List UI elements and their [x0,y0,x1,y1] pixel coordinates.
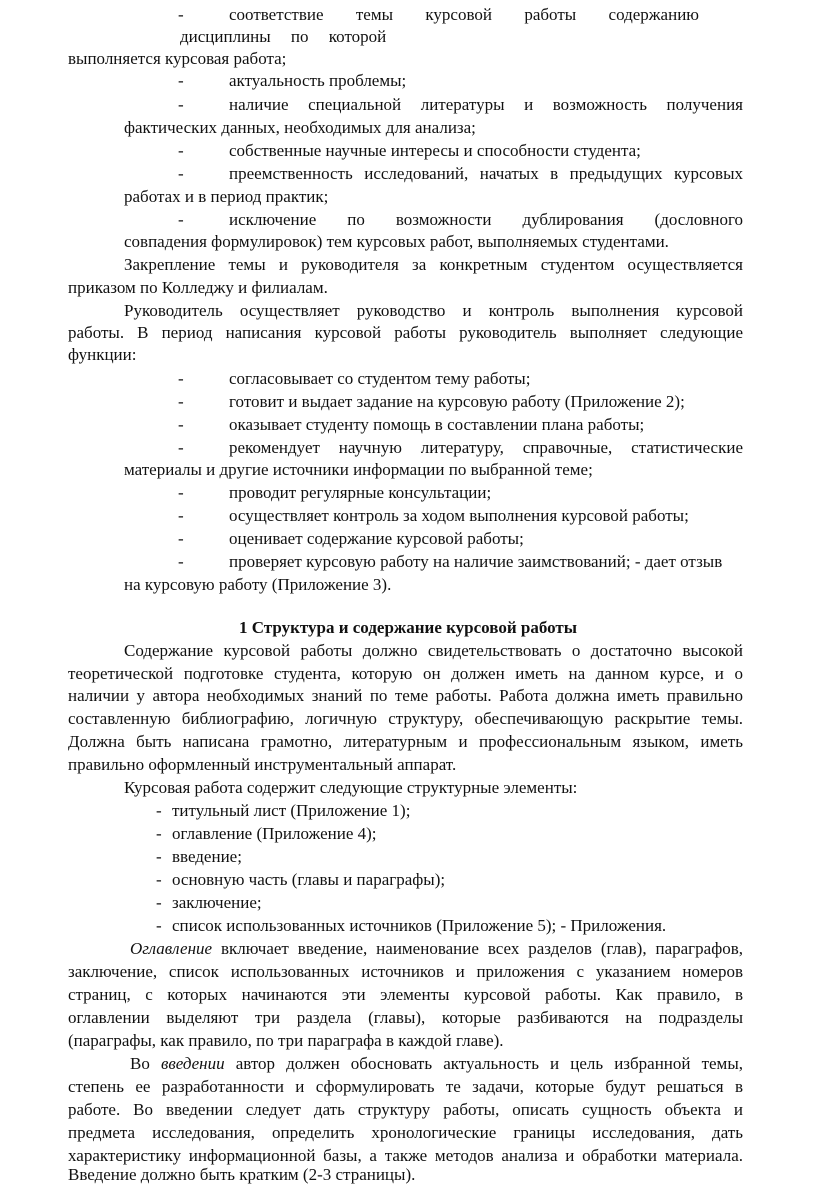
list-dash: - [156,870,162,889]
list-item-continuity: преемственность исследований, начатых в предыдущих курсовых [229,164,743,183]
intro-paragraph-line: Введение должно быть кратким (2-3 страницы). [68,1165,416,1184]
list-dash: - [178,392,184,411]
element-item: титульный лист (Приложение 1); [172,801,411,820]
toc-paragraph-line: страниц, с которых начинаются эти элементы курсовой работы. Как правило, в [68,985,743,1004]
list-dash: - [156,824,162,843]
intro-paragraph-line: характеристику информационной базы, а также методов анализа и обработки материала. [68,1146,743,1165]
list-dash: - [178,164,184,183]
section-paragraph-line: правильно оформленный инструментальный аппарат. [68,755,457,774]
intro-term: введении [160,1054,225,1073]
function-item-cont: на курсовую работу (Приложение 3). [124,575,392,594]
intro-paragraph-line: предмета исследования, определить хронологические границы исследования, дать [68,1123,743,1142]
list-item-topic-match: соответствие темы курсовой работы содержанию [229,5,699,24]
section-paragraph-line: наличии у автора необходимых знаний по теме работы. Работа должна иметь правильно [68,686,743,705]
list-item-duplication-cont: совпадения формулировок) тем курсовых работ, выполняемых студентами. [124,232,669,251]
list-dash: - [156,801,162,820]
list-item-interests: собственные научные интересы и способности студента; [229,141,641,160]
intro-paragraph-line [130,1053,743,1074]
section-heading: 1 Структура и содержание курсовой работы [239,618,577,637]
section-paragraph-line: Содержание курсовой работы должно свидетельствовать о достаточно высокой [124,641,743,660]
list-item-duplication: исключение по возможности дублирования (дословного [229,210,743,229]
section-paragraph-line: Должна быть написана грамотно, литературным и профессиональным языком, иметь [68,732,743,751]
list-dash: - [178,71,184,90]
list-dash: - [178,506,184,525]
function-item: оценивает содержание курсовой работы; [229,529,524,548]
function-item: проверяет курсовую работу на наличие заимствований; - дает отзыв [229,552,723,571]
list-dash: - [156,893,162,912]
toc-paragraph-line [130,938,743,959]
list-dash: - [178,369,184,388]
section-paragraph-line: составленную библиографию, логичную структуру, обеспечивающую раскрытие темы. [68,709,743,728]
element-item: заключение; [172,893,262,912]
intro-lead: Во [130,1054,161,1073]
list-dash: - [156,847,162,866]
structure-intro: Курсовая работа содержит следующие структурные элементы: [124,778,578,797]
list-item-continuity-cont: работах и в период практик; [124,187,329,206]
element-item: список использованных источников (Приложение 5); - Приложения. [172,916,667,935]
function-item: согласовывает со студентом тему работы; [229,369,531,388]
toc-paragraph-line: оглавлении выделяют три раздела (главы), которые разбиваются на подразделы [68,1008,743,1027]
list-dash: - [178,483,184,502]
paragraph-supervisor-line: работы. В период написания курсовой работы руководитель выполняет следующие [68,323,743,342]
function-item-cont: материалы и другие источники информации по выбранной теме; [124,460,593,479]
list-dash: - [178,210,184,229]
intro-paragraph-line: степень ее разработанности и сформулировать те задачи, которые будут решаться в [68,1077,743,1096]
element-item: введение; [172,847,242,866]
function-item: готовит и выдает задание на курсовую работу (Приложение 2); [229,392,685,411]
element-item: основную часть (главы и параграфы); [172,870,446,889]
toc-paragraph-line: заключение, список использованных источников и приложения с указанием номеров [68,962,743,981]
list-item-literature: наличие специальной литературы и возможность получения [229,95,743,114]
list-dash: - [178,529,184,548]
list-dash: - [178,415,184,434]
list-dash: - [156,916,162,935]
function-item: проводит регулярные консультации; [229,483,492,502]
list-item-topic-match-cont: дисциплины по которой [180,27,387,46]
list-item-literature-cont: фактических данных, необходимых для анализа; [124,118,476,137]
list-item-relevance: актуальность проблемы; [229,71,407,90]
list-item-topic-match-end: выполняется курсовая работа; [68,49,287,68]
function-item: рекомендует научную литературу, справочные, статистические [229,438,743,457]
toc-line-rest: включает введение, наименование всех разделов (глав), параграфов, [212,939,743,958]
intro-paragraph-line: работе. Во введении следует дать структуру работы, описать сущность объекта и [68,1100,743,1119]
intro-line-rest: автор должен обосновать актуальность и цель избранной темы, [224,1054,743,1073]
function-item: оказывает студенту помощь в составлении плана работы; [229,415,645,434]
function-item: осуществляет контроль за ходом выполнения курсовой работы; [229,506,689,525]
element-item: оглавление (Приложение 4); [172,824,377,843]
paragraph-supervisor-line: Руководитель осуществляет руководство и контроль выполнения курсовой [124,301,743,320]
list-dash: - [178,95,184,114]
paragraph-assignment-line: приказом по Колледжу и филиалам. [68,278,328,297]
list-dash: - [178,438,184,457]
toc-paragraph-line: (параграфы, как правило, по три параграфа в каждой главе). [68,1031,504,1050]
list-dash: - [178,5,184,24]
paragraph-supervisor-line: функции: [68,345,137,364]
list-dash: - [178,552,184,571]
section-paragraph-line: теоретической подготовке студента, которую он должен иметь на данном курсе, и о [68,664,743,683]
paragraph-assignment-line: Закрепление темы и руководителя за конкретным студентом осуществляется [124,255,743,274]
toc-term: Оглавление [130,939,213,958]
list-dash: - [178,141,184,160]
